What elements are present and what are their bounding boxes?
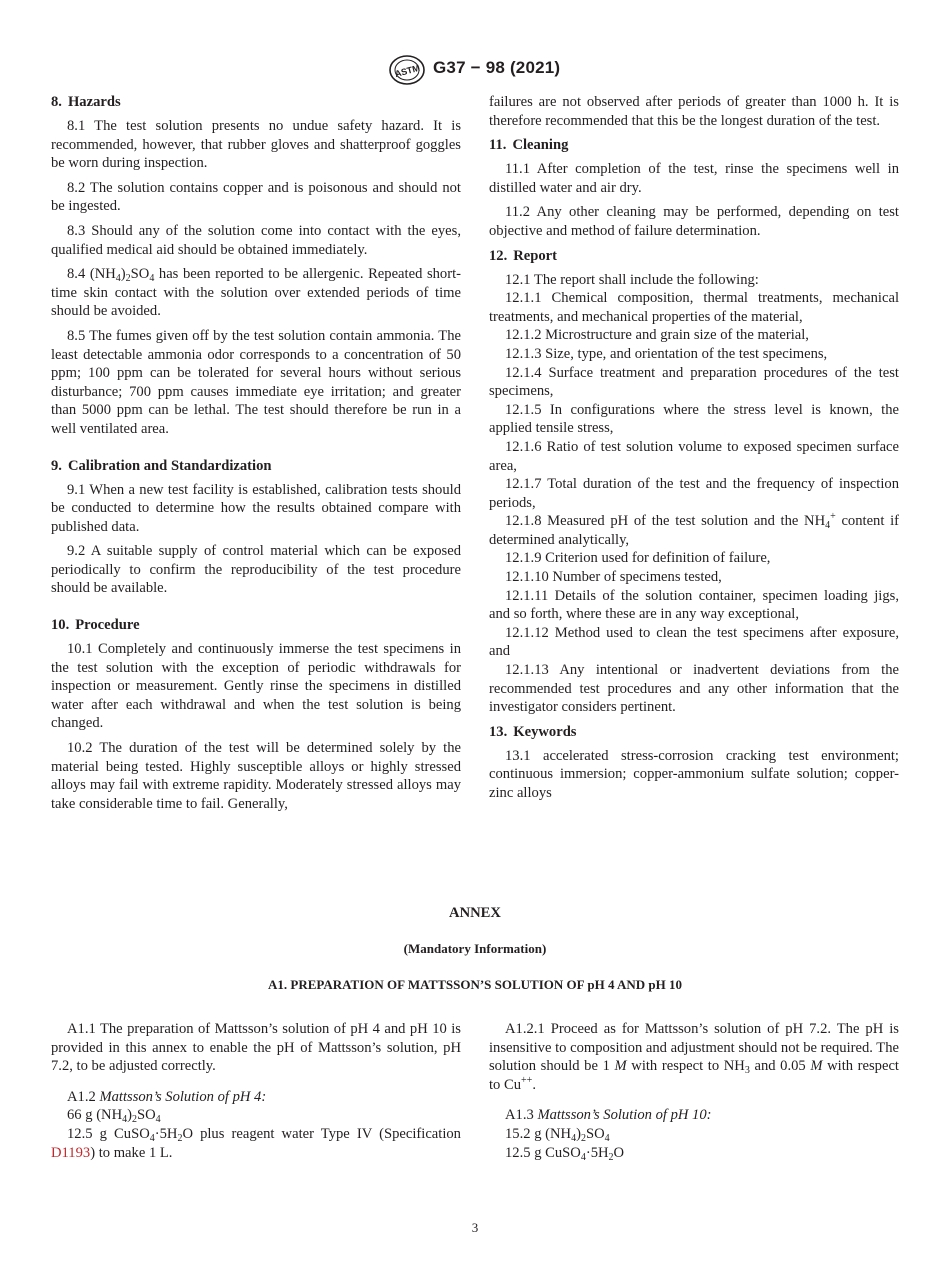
report-item-12-1-10: 12.1.10 Number of specimens tested, — [505, 569, 722, 586]
paragraph-a1-1: A1.1 The preparation of Mattsson’s solution of pH 4 and pH 10 is provided in this annex to enable the pH of Mattsson’s solution, pH 7.2, to be adjusted correctly. — [51, 1021, 461, 1075]
annex-right-column — [489, 1020, 899, 1162]
report-item-12-1-3: 12.1.3 Size, type, and orientation of the test specimens, — [505, 345, 828, 362]
report-item-12-1-5: 12.1.5 In configurations where the stress level is known, the applied tensile stress, — [489, 401, 899, 437]
paragraph-12-1: 12.1 The report shall include the following: — [505, 271, 759, 288]
formula-ammonium-sulfate-15g: 15.2 g $(NH_4)_2SO_4$ — [505, 1125, 610, 1144]
section-13-heading: 13. Keywords — [489, 723, 577, 740]
paragraph-8-2: 8.2 The solution contains copper and is poisonous and should not be ingested. — [51, 179, 461, 215]
paragraph-a1-2-1: A1.2.1 Proceed as for Mattsson’s solution of pH 7.2. The pH is insensitive to composition and adjustment should not be required. The solution should be 1 M with respect to $NH_3$ and 0.05 M with respect to Cu++. — [489, 1021, 899, 1093]
svg-text:ASTM: ASTM — [393, 62, 421, 80]
paragraph-a1-2-heading: A1.2 Mattsson’s Solution of pH 4: — [67, 1088, 267, 1105]
formula-copper-sulfate-ph4: 12.5 g $CuSO_4\cdot 5H_2O$ plus reagent water Type IV (Specification D1193) to make 1 L. — [51, 1125, 461, 1161]
report-item-12-1-1: 12.1.1 Chemical composition, thermal treatments, mechanical treatments, and mechanical properties of the material, — [489, 290, 899, 325]
report-item-12-1-7: 12.1.7 Total duration of the test and the frequency of inspection periods, — [489, 476, 899, 511]
paragraph-8-3: 8.3 Should any of the solution come into contact with the eyes, qualified medical aid should be obtained immediately. — [51, 222, 461, 258]
section-10-heading: 10. Procedure — [51, 617, 140, 634]
report-item-12-1-9: 12.1.9 Criterion used for definition of failure, — [505, 550, 771, 567]
page-header — [0, 54, 950, 86]
report-item-12-1-4: 12.1.4 Surface treatment and preparation procedures of the test specimens, — [489, 364, 899, 400]
annex-left-column — [51, 1020, 461, 1162]
report-item-12-1-11: 12.1.11 Details of the solution container, specimen loading jigs, and so forth, where these are in any way exceptional, — [489, 587, 899, 623]
section-12-heading: 12. Report — [489, 247, 558, 264]
report-item-12-1-12: 12.1.12 Method used to clean the test specimens after exposure, and — [489, 624, 899, 660]
paragraph-11-2: 11.2 Any other cleaning may be performed, depending on test objective and method of failure determination. — [489, 204, 899, 239]
paragraph-13-1: 13.1 accelerated stress-corrosion cracking test environment; continuous immersion; copper-ammonium sulfate solution; copper-zinc alloys — [489, 747, 899, 801]
section-9-heading: 9. Calibration and Standardization — [51, 457, 272, 474]
right-column — [489, 93, 899, 803]
annex-subtitle: (Mandatory Information) — [403, 941, 547, 956]
reference-link-d1193[interactable]: D1193 — [51, 1144, 91, 1161]
paragraph-a1-3-heading: A1.3 Mattsson’s Solution of pH 10: — [505, 1107, 712, 1124]
report-item-12-1-6: 12.1.6 Ratio of test solution volume to exposed specimen surface area, — [489, 438, 899, 474]
formula-copper-sulfate-ph10: 12.5 g $CuSO_4\cdot 5H_2O$ — [505, 1144, 625, 1163]
report-item-12-1-13: 12.1.13 Any intentional or inadvertent deviations from the recommended test procedures and any other information that the investigator considers pertinent. — [489, 662, 899, 716]
paragraph-9-2: 9.2 A suitable supply of control material which can be exposed periodically to confirm the reproducibility of the test procedure should be available. — [51, 543, 461, 597]
paragraph-11-1: 11.1 After completion of the test, rinse the specimens well in distilled water and air dry. — [489, 161, 899, 196]
annex-a1-heading: A1. PREPARATION OF MATTSSON’S SOLUTION OF pH 4 AND pH 10 — [267, 977, 682, 992]
paragraph-10-2: 10.2 The duration of the test will be determined solely by the material being tested. Highly susceptible alloys or highly stressed alloys may fail with extreme rapidity. Moderately stressed alloys may take considerable time to fail. Generally, — [51, 740, 461, 812]
paragraph-8-1: 8.1 The test solution presents no undue safety hazard. It is recommended, however, that rubber gloves and shatterproof goggles be worn during inspection. — [51, 118, 461, 172]
astm-logo-icon — [387, 54, 427, 86]
formula-ammonium-sulfate-66g: 66 g $(NH_4)_2SO_4$ — [67, 1107, 161, 1126]
paragraph-9-1: 9.1 When a new test facility is established, calibration tests should be conducted to determine how the results obtained compare with published data. — [51, 481, 461, 535]
section-8-heading: 8. Hazards — [51, 94, 121, 110]
paragraph-8-4: 8.4 $(NH_4)_2SO_4$ has been reported to be allergenic. Repeated short-time skin contact with the solution over extended periods of time should be avoided. — [51, 266, 461, 320]
standard-designation: G37 − 98 (2021) — [433, 58, 561, 77]
paragraph-10-1: 10.1 Completely and continuously immerse the test specimens in the test solution with the exception of periodic withdrawals for inspection or measurement. Gently rinse the specimens in distilled water after each withdrawal and when the test solution is being changed. — [51, 641, 461, 732]
section-11-heading: 11. Cleaning — [489, 137, 569, 154]
report-item-12-1-8: 12.1.8 Measured pH of the test solution and the $NH_4^+$ content if determined analytically, — [489, 511, 899, 548]
paragraph-8-5: 8.5 The fumes given off by the test solution contain ammonia. The least detectable ammonia odor corresponds to a concentration of 50 ppm; 100 ppm can be tolerated for several hours without serious disturbance; 700 ppm causes immediate eye irritation; and greater than 5000 ppm can be lethal. The test should therefore be run in a well ventilated area. — [51, 327, 461, 437]
paragraph-10-2-continued: failures are not observed after periods of greater than 1000 h. It is therefore recommended that this be the longest duration of the test. — [489, 94, 899, 129]
left-column — [51, 93, 461, 813]
report-item-12-1-2: 12.1.2 Microstructure and grain size of the material, — [505, 327, 809, 344]
annex-title: ANNEX — [449, 905, 501, 921]
page-number: 3 — [471, 1220, 479, 1235]
